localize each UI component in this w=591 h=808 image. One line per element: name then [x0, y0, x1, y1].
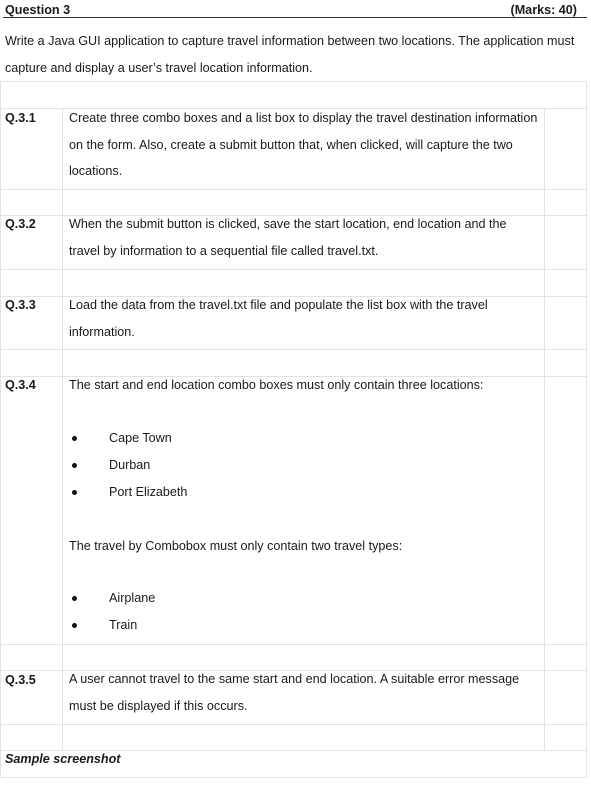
- row-divider: [0, 644, 586, 645]
- bullet-icon: [72, 436, 77, 441]
- row-divider: [0, 724, 586, 725]
- question-text: Load the data from the travel.txt file and populate the list box with the travel information.: [69, 298, 488, 339]
- question-number: Q.3.1: [5, 111, 36, 125]
- question-number: Q.3.4: [5, 378, 36, 392]
- marks-label: (Marks: 40): [510, 3, 577, 17]
- header-underline: [3, 17, 587, 18]
- row-divider: [0, 81, 586, 82]
- column-divider: [62, 108, 63, 750]
- location-option: Port Elizabeth: [109, 485, 188, 499]
- question-title: Question 3: [5, 3, 71, 17]
- row-divider: [0, 750, 586, 751]
- list-item: [69, 585, 155, 612]
- question-text: When the submit button is clicked, save the start location, end location and the travel by information to a sequential file called travel.txt.: [69, 217, 507, 258]
- bullet-icon: [72, 623, 77, 628]
- list-item: [69, 452, 187, 479]
- travel-type-option: Train: [109, 618, 138, 632]
- list-item: [69, 612, 155, 639]
- column-divider: [0, 81, 1, 777]
- travel-type-list: [69, 585, 155, 639]
- bullet-icon: [72, 463, 77, 468]
- question-text: The start and end location combo boxes must only contain three locations:: [69, 378, 484, 392]
- row-divider: [0, 269, 586, 270]
- question-subtext: The travel by Combobox must only contain two travel types:: [69, 539, 403, 553]
- question-text: Create three combo boxes and a list box to display the travel destination information on the form. Also, create a submit button that, when clicked, will capture the two locations.: [69, 111, 538, 178]
- question-number: Q.3.5: [5, 673, 36, 687]
- bullet-icon: [72, 596, 77, 601]
- list-item: [69, 479, 187, 506]
- column-divider: [544, 108, 545, 750]
- question-text: A user cannot travel to the same start and end location. A suitable error message must be displayed if this occurs.: [69, 672, 520, 713]
- question-number: Q.3.3: [5, 298, 36, 312]
- bullet-icon: [72, 490, 77, 495]
- sample-screenshot-label: Sample screenshot: [5, 752, 121, 766]
- column-divider: [586, 81, 587, 777]
- location-list: [69, 425, 187, 506]
- location-option: Cape Town: [109, 431, 172, 445]
- location-option: Durban: [109, 458, 151, 472]
- row-divider: [0, 349, 586, 350]
- travel-type-option: Airplane: [109, 591, 156, 605]
- row-divider: [0, 777, 586, 778]
- question-number: Q.3.2: [5, 217, 36, 231]
- list-item: [69, 425, 187, 452]
- row-divider: [0, 189, 586, 190]
- intro-text: Write a Java GUI application to capture travel information between two locations. The application must capture and display a user’s travel location information.: [5, 34, 575, 75]
